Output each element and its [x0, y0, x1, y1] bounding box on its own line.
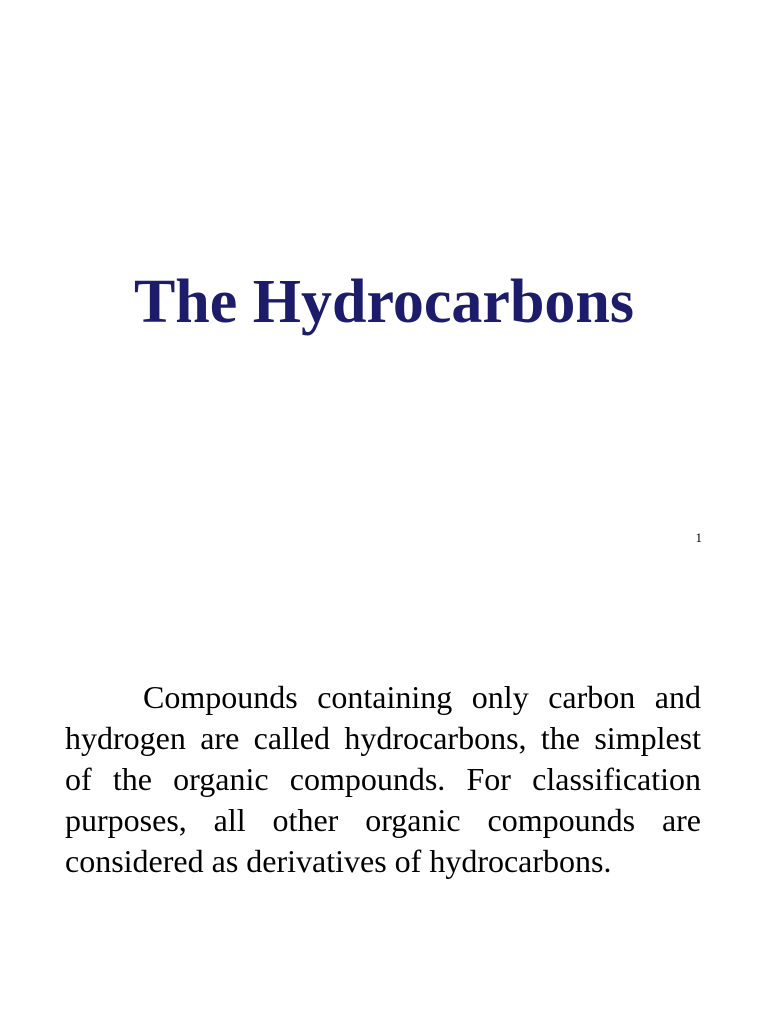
body-paragraph: Compounds containing only carbon and hydrogen are called hydrocarbons, the simplest of the organic compounds. For classification purposes, all other organic compounds are considered as derivatives of hydrocarbons. [65, 679, 701, 879]
page-title: The Hydrocarbons [133, 268, 635, 336]
page-number: 1 [695, 530, 702, 545]
